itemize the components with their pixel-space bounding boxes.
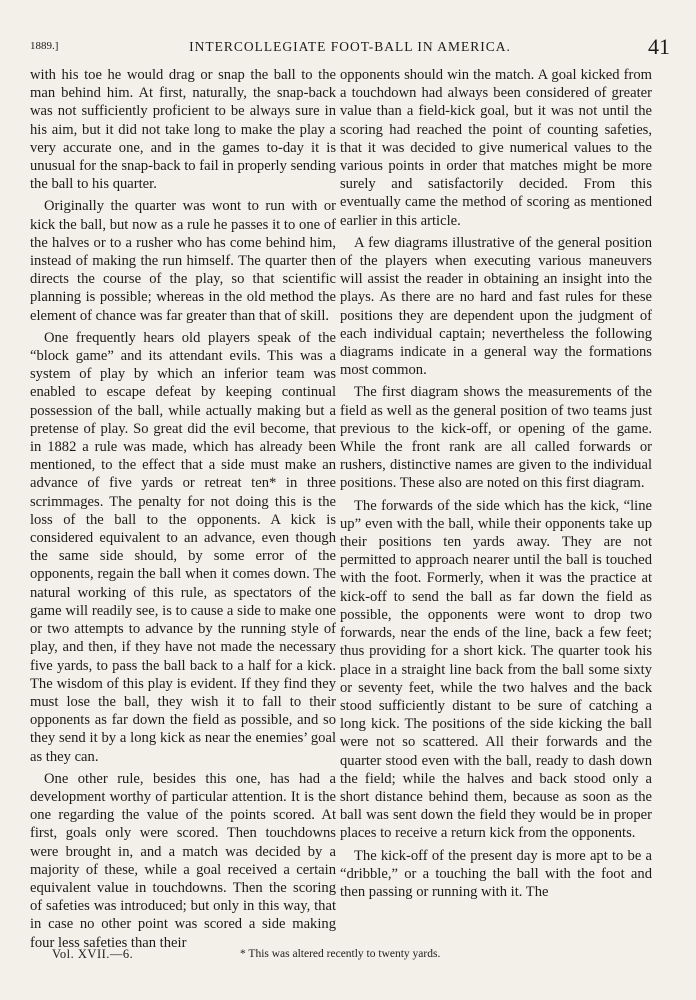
header-year: 1889.] (30, 40, 59, 52)
paragraph: opponents should win the match. A goal kicked from a touchdown had always been considered of greater value than a field-kick goal, but it was not until the scoring had reached the point of counting safeties, that it was decided to give numerical values to the various points in order that matches might be more surely and satisfactorily decided. From this eventually came the method of scoring as mentioned earlier in this article. (340, 67, 652, 229)
paragraph: with his toe he would drag or snap the ball to the man behind him. At first, naturally, the snap-back was not sufficiently proficient to be always sure in his aim, but it did not take long to make the play a very accurate one, and in the games to-day it is unusual for the snap-back to fail in properly sending the ball to his quarter. (30, 67, 336, 193)
signature-mark: Vol. XVII.—6. (52, 947, 134, 961)
paragraph: One frequently hears old players speak of the “block game” and its attendant evils. This was a system of play by which an inferior team was enabled to escape defeat by keeping continual possession of the ball, while actually making but a pretense of play. So great did the evil become, that in 1882 a rule was made, which has already been mentioned, to the effect that a side must make an advance of five yards or retreat ten* in three scrimmages. The penalty for not doing this is the loss of the ball to the opponents. A kick is considered equivalent to an advance, even though the same side should, by some error of the opponents, regain the ball when it comes down. The natural working of this rule, as spectators of the game will readily see, is to cause a side to make one or two attempts to advance by the running style of play, and then, if they have not made the necessary five yards, to pass the ball back to a half for a kick. The wisdom of this play is evident. If they find they must lose the ball, they wish it to fall to their opponents as far down the field as possible, and so they send it by a long kick as near the enemies’ goal as they can. (30, 329, 336, 765)
header-title: INTERCOLLEGIATE FOOT-BALL IN AMERICA. (189, 39, 511, 54)
page-number: 41 (648, 34, 670, 59)
paragraph: The kick-off of the present day is more apt to be a “dribble,” or a touching the ball with the foot and then passing or running with it. The (340, 847, 652, 900)
page-footer (30, 947, 670, 967)
running-header (30, 36, 670, 62)
paragraph: One other rule, besides this one, has had a development worthy of particular attention. It is the one regarding the value of the points scored. At first, goals only were scored. Then touchdowns were brought in, and a match was decided by a majority of these, while a goal received a certain equivalent value in touchdowns. Then the scoring of safeties was introduced; but only in this way, that in case no other point was scored a side making four less safeties than their (30, 770, 336, 951)
paragraph: A few diagrams illustrative of the general position of the players when executing various maneuvers will assist the reader in obtaining an insight into the plays. As there are no hard and fast rules for these positions they are dependent upon the judgment of each individual captain; nevertheless the following diagrams indicate in a general way the formations most common. (340, 234, 652, 379)
left-column (30, 66, 336, 956)
paragraph: The first diagram shows the measurements of the field as well as the general position of two teams just previous to the kick-off, or opening of the game. While the front rank are all called forwards or rushers, distinctive names are given to the individual positions. These also are noted on this first diagram. (340, 384, 652, 492)
paragraph: Originally the quarter was wont to run with or kick the ball, but now as a rule he passes it to one of the halves or to a rusher who has come behind him, instead of making the run himself. The quarter then directs the course of the play, so that scientific planning is possible; whereas in the old method the element of chance was far greater than that of skill. (30, 198, 336, 324)
paragraph: The forwards of the side which has the kick, “line up” even with the ball, while their opponents take up their positions ten yards away. They are not permitted to approach nearer until the ball is touched with the foot. Formerly, when it was the practice at kick-off to send the ball as far down the field as possible, the opponents were wont to drop two forwards, near the ends of the line, back a few feet; thus providing for a short kick. The quarter took his place in a straight line back from the ball some sixty or seventy feet, while the two halves and the back stood sufficiently distant to be sure of catching a long kick. The positions of the side kicking the ball were not so scattered. All their forwards and the quarter stood even with the ball, ready to dash down the field; while the halves and back stood only a short distance behind them, because as soon as the ball was sent down the field they would be in proper places to receive a return kick from the opponents. (340, 497, 652, 842)
footnote: * This was altered recently to twenty yards. (240, 948, 441, 960)
right-column (340, 66, 652, 905)
